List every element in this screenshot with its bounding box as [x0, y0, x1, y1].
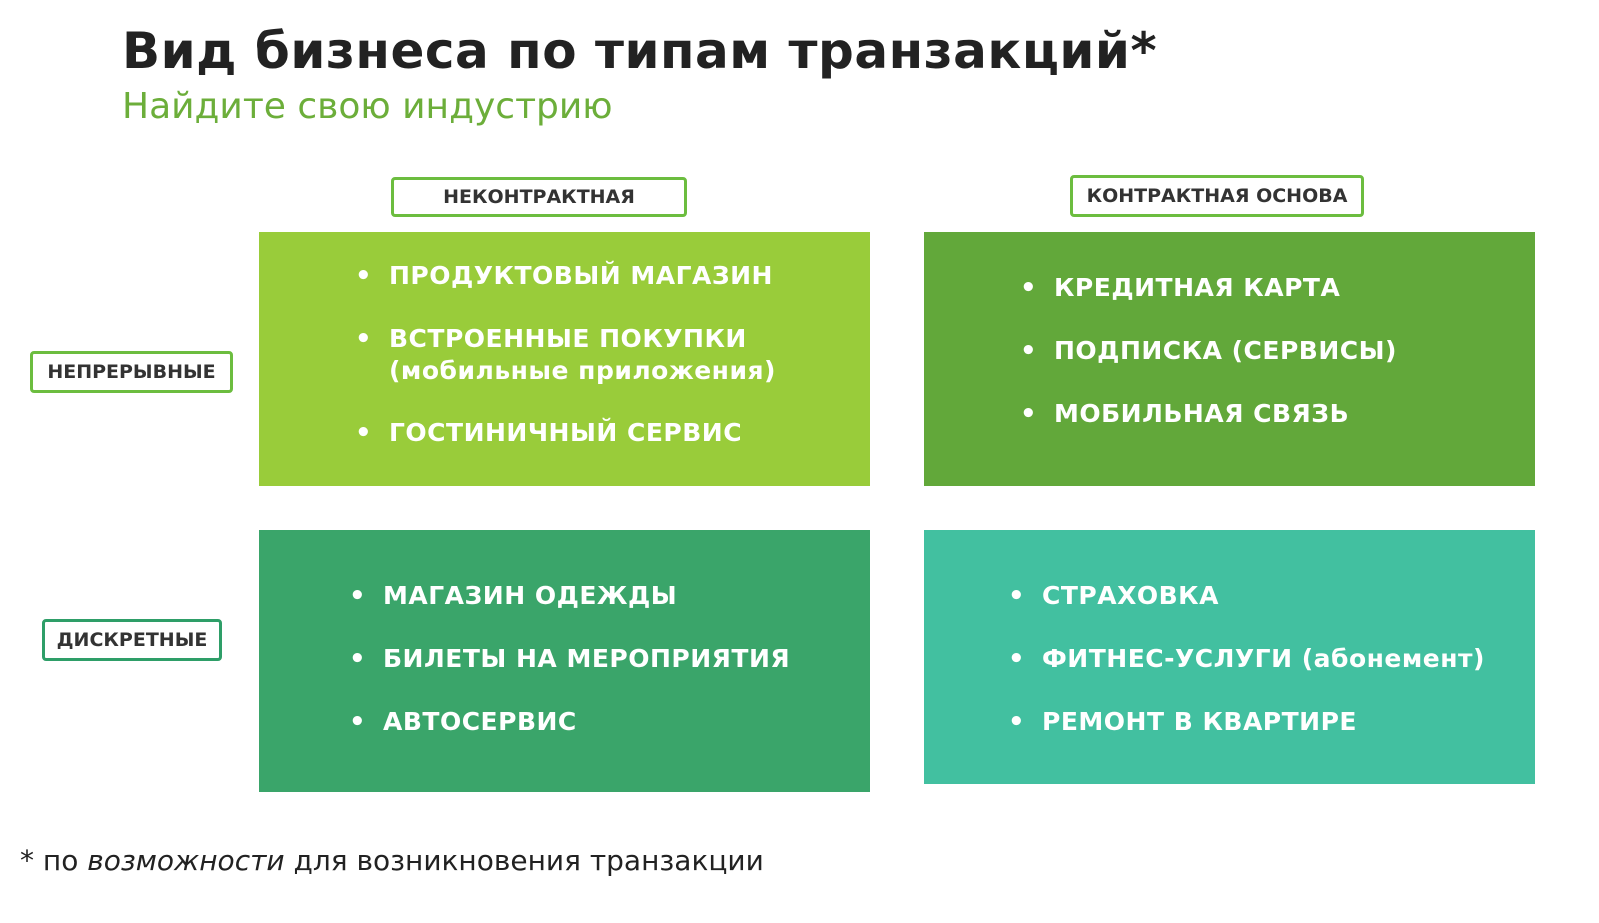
footnote-suffix: для возникновения транзакции — [284, 844, 764, 877]
page-subtitle: Найдите свою индустрию — [122, 86, 613, 127]
bullet-icon: • — [355, 324, 373, 354]
industry-list — [1008, 580, 1485, 769]
footnote — [20, 844, 764, 877]
industry-list — [355, 260, 776, 480]
list-item — [1020, 272, 1397, 304]
list-item-text: БИЛЕТЫ НА МЕРОПРИЯТИЯ — [383, 644, 791, 673]
bullet-icon: • — [349, 644, 367, 674]
bullet-icon: • — [1020, 399, 1038, 429]
list-item — [355, 323, 776, 387]
list-item-text: ПОДПИСКА (СЕРВИСЫ) — [1054, 336, 1397, 365]
bullet-icon: • — [1008, 707, 1026, 737]
cell-continuous-contract — [924, 232, 1535, 486]
list-item-text: ВСТРОЕННЫЕ ПОКУПКИ — [389, 324, 747, 353]
list-item-subtext: (мобильные приложения) — [389, 356, 776, 385]
list-item-text: РЕМОНТ В КВАРТИРЕ — [1042, 707, 1358, 736]
cell-discrete-non-contract — [259, 530, 870, 792]
cell-continuous-non-contract — [259, 232, 870, 486]
bullet-icon: • — [1008, 581, 1026, 611]
bullet-icon: • — [355, 418, 373, 448]
cell-discrete-contract — [924, 530, 1535, 784]
bullet-icon: • — [1020, 273, 1038, 303]
list-item — [349, 580, 790, 612]
column-label-contract: КОНТРАКТНАЯ ОСНОВА — [1070, 175, 1364, 217]
bullet-icon: • — [349, 707, 367, 737]
list-item — [355, 417, 776, 449]
footnote-prefix: * по — [20, 844, 88, 877]
list-item — [1008, 643, 1485, 675]
industry-list — [1020, 272, 1397, 461]
list-item-text: МАГАЗИН ОДЕЖДЫ — [383, 581, 678, 610]
list-item-text: КРЕДИТНАЯ КАРТА — [1054, 273, 1341, 302]
list-item-text: ФИТНЕС-УСЛУГИ (абонемент) — [1042, 644, 1485, 673]
list-item-text: МОБИЛЬНАЯ СВЯЗЬ — [1054, 399, 1350, 428]
list-item — [1020, 335, 1397, 367]
row-label-discrete: ДИСКРЕТНЫЕ — [42, 619, 222, 661]
list-item — [349, 643, 790, 675]
list-item-text: АВТОСЕРВИС — [383, 707, 577, 736]
page-title: Вид бизнеса по типам транзакций* — [122, 22, 1158, 80]
footnote-emphasis: возможности — [87, 844, 285, 877]
industry-list — [349, 580, 790, 769]
bullet-icon: • — [355, 261, 373, 291]
list-item — [1008, 706, 1485, 738]
list-item-text: ПРОДУКТОВЫЙ МАГАЗИН — [389, 261, 773, 290]
bullet-icon: • — [1008, 644, 1026, 674]
row-label-continuous: НЕПРЕРЫВНЫЕ — [30, 351, 233, 393]
list-item — [349, 706, 790, 738]
list-item — [1008, 580, 1485, 612]
list-item — [355, 260, 776, 292]
list-item-text: ГОСТИНИЧНЫЙ СЕРВИС — [389, 418, 743, 447]
bullet-icon: • — [349, 581, 367, 611]
list-item — [1020, 398, 1397, 430]
bullet-icon: • — [1020, 336, 1038, 366]
list-item-text: СТРАХОВКА — [1042, 581, 1219, 610]
column-label-non-contract: НЕКОНТРАКТНАЯ — [391, 177, 687, 217]
